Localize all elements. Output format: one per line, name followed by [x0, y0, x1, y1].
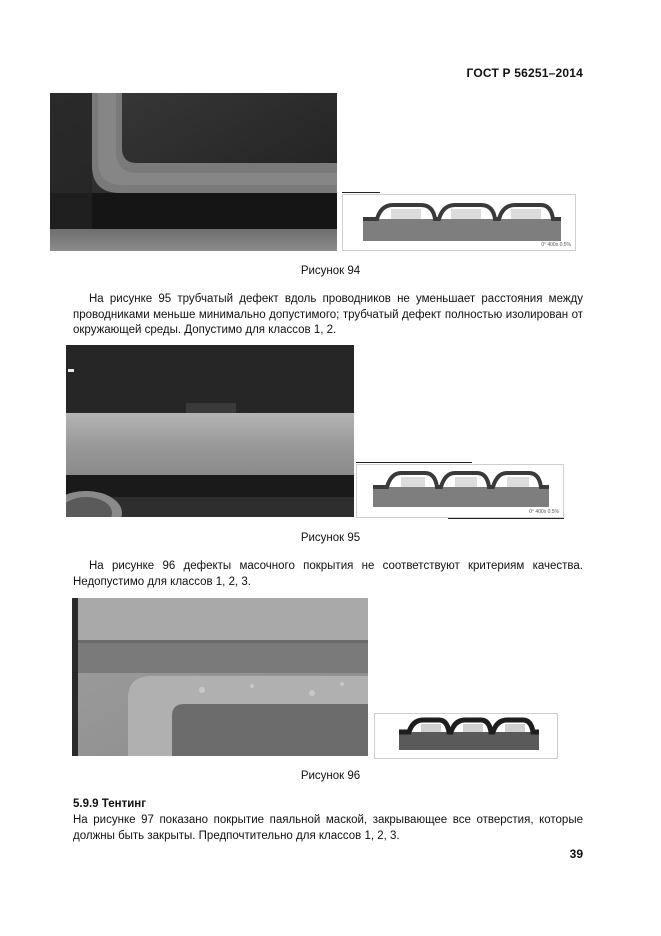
figure-95-rule-bottom [448, 518, 564, 519]
paragraph-figure-95: На рисунке 95 трубчатый дефект вдоль проводников не уменьшает расстояния между проводниками меньше минимально допустимого; трубчатый дефект полностью изолирован от окружающей среды. Допустимо для классов 1, 2. [73, 293, 583, 336]
figure-95-inset-label: 0° 400x 0.5% [529, 509, 559, 515]
figure-94-caption: Рисунок 94 [300, 265, 361, 277]
figure-95-caption: Рисунок 95 [300, 532, 361, 544]
figure-96-caption: Рисунок 96 [300, 770, 361, 782]
figure-96-photo [72, 598, 368, 756]
figure-95-rule-top [356, 462, 472, 463]
paragraph-figure-96: На рисунке 96 дефекты масочного покрытия не соответствуют критериям качества. Недопустимо для классов 1, 2, 3. [73, 560, 583, 588]
header-standard: ГОСТ Р 56251–2014 [466, 66, 583, 80]
figure-95-inset [356, 464, 564, 518]
figure-94-inset-label: 0° 400x 0.5% [541, 242, 571, 248]
figure-94-inset [342, 194, 576, 251]
section-heading: 5.9.9 Тентинг [73, 798, 147, 810]
figure-96-inset [374, 713, 558, 759]
figure-94-photo [50, 93, 337, 251]
page-number: 39 [569, 847, 583, 861]
figure-94-rule [342, 192, 380, 193]
figure-95-photo [66, 345, 354, 517]
paragraph-figure-97: На рисунке 97 показано покрытие паяльной маской, закрывающее все отверстия, которые должны быть закрыты. Предпочтительно для классов 1, 2, 3. [73, 814, 583, 842]
